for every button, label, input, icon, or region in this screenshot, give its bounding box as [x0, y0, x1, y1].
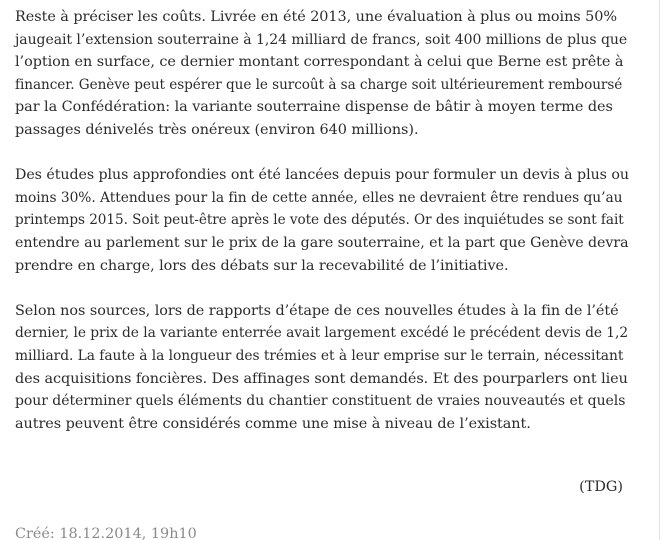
article-source: (TDG) [579, 479, 623, 495]
paragraph-line: l’option en surface, ce dernier montant correspondant à celui que Berne est prête à [15, 54, 624, 71]
created-timestamp: Créé: 18.12.2014, 19h10 [15, 526, 197, 540]
paragraph-line: milliard. La faute à la longueur des trémies et à leur emprise sur le terrain, nécessitant [15, 347, 624, 364]
paragraph-line: jaugeait l’extension souterraine à 1,24 milliard de francs, soit 400 millions de plus que [15, 31, 628, 48]
paragraph-line: passages dénivelés très onéreux (environ 640 millions). [15, 121, 419, 138]
paragraph-line: Reste à préciser les coûts. Livrée en été 2013, une évaluation à plus ou moins 50% [15, 9, 617, 25]
paragraph-line: financer. Genève peut espérer que le surcoût à sa charge soit ultérieurement remboursé [15, 76, 623, 93]
paragraph-line: printemps 2015. Soit peut-être après le vote des députés. Or des inquiétudes se sont fait [15, 212, 624, 229]
paragraph-line: par la Confédération: la variante souterraine dispense de bâtir à moyen terme des [15, 99, 613, 116]
paragraph-line: entendre au parlement sur le prix de la gare souterraine, et la part que Genève devra [15, 234, 629, 251]
paragraph-line: Des études plus approfondies ont été lancées depuis pour formuler un devis à plus ou [15, 167, 629, 184]
paragraph-line: prendre en charge, lors des débats sur la recevabilité de l’initiative. [15, 257, 509, 274]
article-body [15, 6, 630, 458]
paragraph-line: Selon nos sources, lors de rapports d’étape de ces nouvelles études à la fin de l’été [15, 302, 619, 319]
article-paragraph-2 [15, 164, 630, 277]
paragraph-line: dernier, le prix de la variante enterrée avait largement excédé le précédent devis de 1,2 [15, 325, 629, 342]
article-paragraph-1 [15, 6, 630, 142]
paragraph-line: autres peuvent être considérés comme une mise à niveau de l’existant. [15, 415, 531, 432]
paragraph-line: pour déterminer quels éléments du chantier constituent de vraies nouveautés et quels [15, 393, 626, 410]
paragraph-line: moins 30%. Attendues pour la fin de cette année, elles ne devraient être rendues qu’au [15, 189, 623, 206]
article-paragraph-3 [15, 300, 630, 436]
paragraph-line: des acquisitions foncières. Des affinages sont demandés. Et des pourparlers ont lieu [15, 370, 628, 387]
